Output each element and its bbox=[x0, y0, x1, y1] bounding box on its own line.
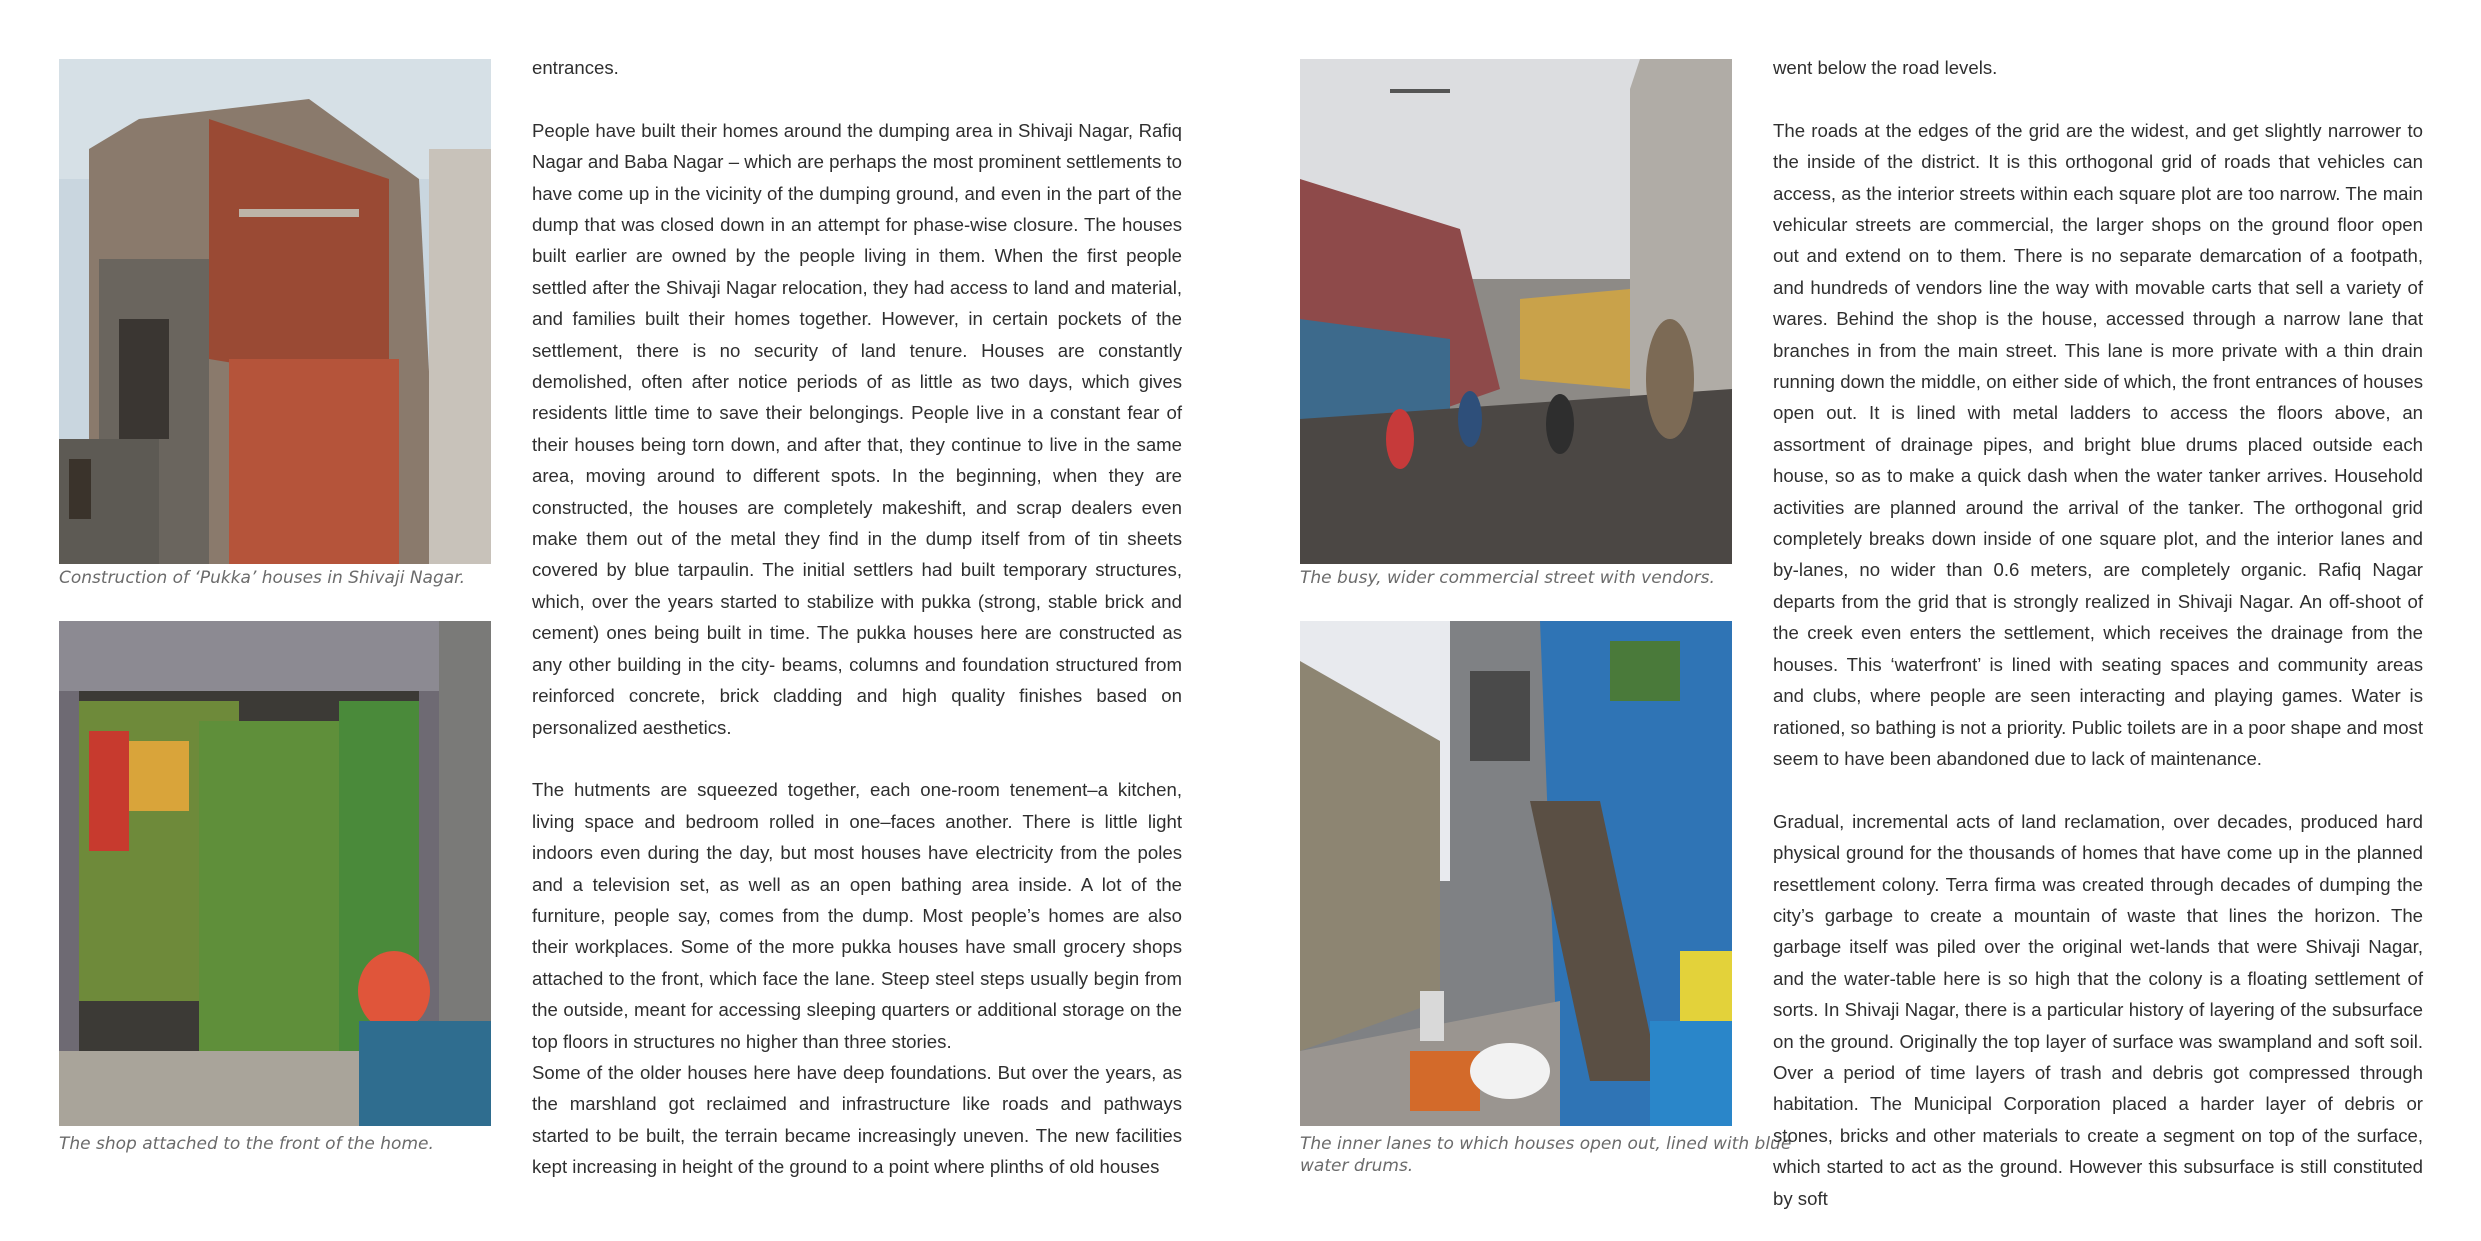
photo-caption bbox=[1300, 1133, 1791, 1177]
right-text-column bbox=[1773, 52, 2423, 1214]
paragraph: Some of the older houses here have deep foundations. But over the years, as the marshland got reclaimed and infrastructure like roads and pathways started to be built, the terrain became increasingly uneven. The new facilities kept increasing in height of the ground to a point where plinths of old houses bbox=[532, 1061, 1182, 1178]
photo-caption: Construction of ‘Pukka’ houses in Shivaji Nagar. bbox=[59, 568, 465, 588]
paragraph: The roads at the edges of the grid are the widest, and get slightly narrower to the inside of the district. It is this orthogonal grid of roads that vehicles can access, as the interior streets within each square plot are too narrow. The main vehicular streets are commercial, the larger shops on the ground floor open out and extend on to them. There is no separate demarcation of a footpath, and hundreds of vendors line the way with movable carts that sell a variety of wares. Behind the shop is the house, accessed through a narrow lane that branches in from the main street. This lane is more private with a thin drain running down the middle, on either side of which, the front entrances of houses open out. It is lined with metal ladders to access the floors above, an assortment of drainage pipes, and bright blue drums placed outside each house, so as to make a quick dash when the water tanker arrives. Household activities are planned around the arrival of the tanker. The orthogonal grid completely breaks down inside of one square plot, and the interior lanes and by-lanes, no wider than 0.6 meters, are completely organic. Rafiq Nagar departs from the grid that is strongly realized in Shivaji Nagar. An off-shoot of the creek even enters the settlement, which receives the drainage from the houses. This ‘waterfront’ is lined with seating spaces and community areas and clubs, where people are seen interacting and playing games. Water is rationed, so bathing is not a priority. Public toilets are in a poor shape and most seem to have been abandoned due to lack of maintenance. bbox=[1773, 119, 2423, 769]
photo-commercial-street bbox=[1300, 59, 1732, 564]
photo-shop-front bbox=[59, 621, 491, 1126]
photo-pukka-house-construction bbox=[59, 59, 491, 564]
caption-line: water drums. bbox=[1300, 1156, 1414, 1176]
photo-caption: The shop attached to the front of the home. bbox=[59, 1134, 434, 1154]
paragraph: entrances. bbox=[532, 57, 619, 78]
left-text-column bbox=[532, 52, 1182, 1183]
paragraph: Gradual, incremental acts of land reclamation, over decades, produced hard physical ground for the thousands of homes that have come up in the planned resettlement colony. Terra firma was created through decades of dumping the city’s garbage to create a mountain of waste that lines the horizon. The garbage itself was piled over the original wet-lands that were Shivaji Nagar, and the water-table here is so high that the colony is a floating settlement of sorts. In Shivaji Nagar, there is a particular history of layering of the subsurface on the ground. Originally the top layer of surface was swampland and soft soil. Over a period of time layers of trash and debris got compressed through habitation. The Municipal Corporation placed a harder layer of debris or stones, bricks and other materials to create a segment on top of the surface, which started to act as the ground. However this subsurface is still constituted by soft bbox=[1773, 810, 2423, 1209]
paragraph: People have built their homes around the dumping area in Shivaji Nagar, Rafiq Nagar and Baba Nagar – which are perhaps the most prominent settlements to have come up in the vicinity of the dumping ground, and even in the part of the dump that was closed down in an attempt for phase-wise closure. The houses built earlier are owned by the people living in them. When the first people settled after the Shivaji Nagar relocation, they had access to land and material, and families built their homes together. However, in certain pockets of the settlement, there is no security of land tenure. Houses are constantly demolished, often after notice periods of as little as two days, which gives residents little time to save their belongings. People live in a constant fear of their houses being torn down, and after that, they continue to live in the same area, moving around to different spots. In the beginning, when they are constructed, the houses are completely makeshift, and scrap dealers even make them out of the metal they find in the dump itself from of tin sheets covered by blue tarpaulin. The initial settlers had built temporary structures, which, over the years started to stabilize with pukka (strong, stable brick and cement) ones being built in time. The pukka houses here are constructed as any other building in the city- beams, columns and foundation structured from reinforced concrete, brick cladding and high quality finishes based on personalized aesthetics. bbox=[532, 119, 1182, 738]
photo-caption: The busy, wider commercial street with vendors. bbox=[1300, 568, 1715, 588]
caption-line: The inner lanes to which houses open out, lined with blue bbox=[1300, 1134, 1792, 1154]
paragraph: went below the road levels. bbox=[1773, 57, 1998, 78]
paragraph: The hutments are squeezed together, each one-room tenement–a kitchen, living space and bedroom rolled in one–faces another. There is little light indoors even during the day, but most houses have electricity from the poles and a television set, as well as an open bathing area inside. A lot of the furniture, people say, comes from the dump. Most people’s homes are also their workplaces. Some of the more pukka houses have small grocery shops attached to the front, which face the lane. Steep steel steps usually begin from the outside, meant for accessing sleeping quarters or additional storage on the top floors in structures no higher than three stories. bbox=[532, 779, 1182, 1052]
photo-inner-lane bbox=[1300, 621, 1732, 1126]
